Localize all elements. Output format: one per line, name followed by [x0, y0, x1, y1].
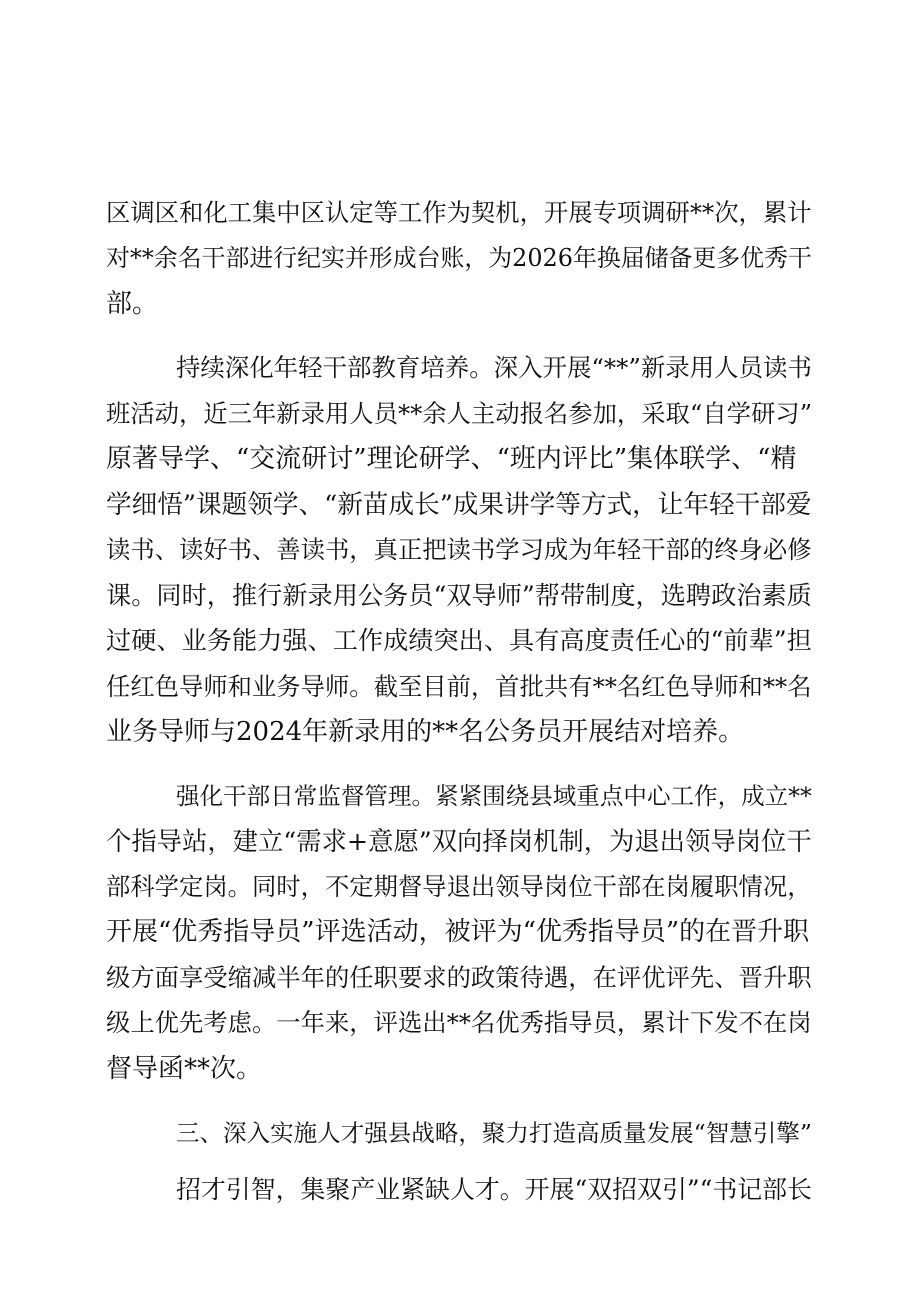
line-text: 过硬、业务能力强、工作成绩突出、具有高度责任心的“前辈”担: [106, 626, 812, 655]
text-line: [0, 1005, 920, 1041]
text-line: [0, 914, 920, 950]
text-line: [0, 487, 920, 523]
line-text: 部。: [106, 289, 159, 319]
line-text: 强化干部日常监督管理。紧紧围绕县域重点中心工作，成立**: [176, 782, 812, 810]
line-text: 三、深入实施人才强县战略，聚力打造高质量发展“智慧引擎”: [176, 1119, 812, 1147]
text-line: [0, 623, 920, 659]
paragraph-heading-line: [0, 778, 920, 814]
text-line: [0, 960, 920, 996]
text-line: [0, 669, 920, 705]
line-text: 课。同时，推行新录用公务员“双导师”帮带制度，选聘政治素质: [106, 581, 812, 610]
line-text: 个指导站，建立“需求+意愿”双向择岗机制，为退出领导岗位干: [106, 826, 812, 856]
line-text: 原著导学、“交流研讨”理论研学、“班内评比”集体联学、“精: [106, 444, 797, 474]
line-text: 学细悟”课题领学、“新苗成长”成果讲学等方式，让年轻干部爱: [106, 490, 812, 520]
line-text: 任红色导师和业务导师。截至目前，首批共有**名红色导师和**名: [106, 672, 812, 701]
text-line: [0, 578, 920, 614]
text-line: [0, 240, 920, 276]
line-text: 读书、读好书、善读书，真正把读书学习成为年轻干部的终身必修: [106, 535, 812, 564]
text-line: [0, 1051, 920, 1087]
line-text: 级方面享受缩减半年的任职要求的政策待遇，在评优评先、晋升职: [106, 963, 812, 992]
line-text: 班活动，近三年新录用人员**余人主动报名参加，采取“自学研习”: [106, 399, 813, 428]
line-text: 督导函**次。: [106, 1054, 263, 1084]
section-heading-line: [0, 1115, 920, 1151]
text-line: [0, 286, 920, 322]
line-text: 持续深化年轻干部教育培养。深入开展“**”新录用人员读书: [176, 353, 812, 382]
text-line: [0, 195, 920, 231]
text-line: [0, 532, 920, 568]
line-text: 级上优先考虑。一年来，评选出**名优秀指导员，累计下发不在岗: [106, 1008, 812, 1037]
line-text: 开展“优秀指导员”评选活动，被评为“优秀指导员”的在晋升职: [106, 917, 810, 947]
line-text: 部科学定岗。同时，不定期督导退出领导岗位干部在岗履职情况，: [106, 872, 812, 901]
text-line: [0, 869, 920, 905]
line-text: 对**余名干部进行纪实并形成台账，为2026年换届储备更多优秀干: [106, 244, 812, 272]
paragraph-heading-line: [0, 350, 920, 386]
line-text: 业务导师与2024年新录用的**名公务员开展结对培养。: [106, 717, 745, 747]
text-line: [0, 441, 920, 477]
line-text: 区调区和化工集中区认定等工作为契机，开展专项调研**次，累计: [106, 198, 812, 227]
text-line: [0, 823, 920, 859]
paragraph-heading-line: [0, 1172, 920, 1208]
text-line: [0, 714, 920, 750]
line-text: 招才引智，集聚产业紧缺人才。开展“双招双引”“书记部长: [176, 1175, 812, 1204]
text-line: [0, 396, 920, 432]
